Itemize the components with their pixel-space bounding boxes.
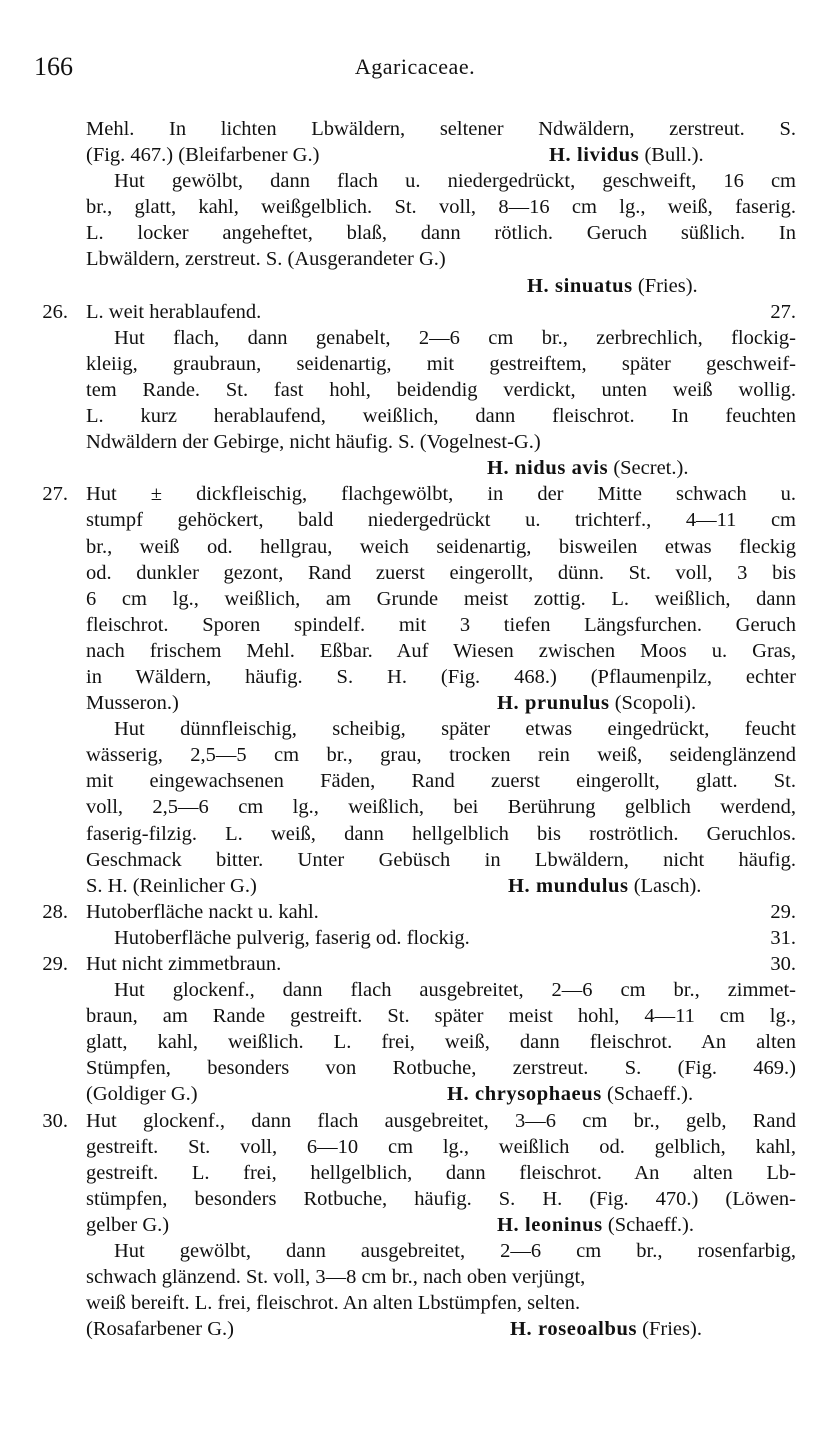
- species-author: (Bull.).: [644, 144, 704, 167]
- text-line: [0, 246, 830, 272]
- species-binomial: [497, 692, 610, 714]
- species-name: [549, 142, 704, 168]
- species-author: (Lasch).: [633, 874, 702, 897]
- genus-abbrev: H.: [497, 1213, 520, 1236]
- text-line: [0, 455, 830, 481]
- line-text: stümpfen, besonders Rotbuche, häufig. S. H. (Fig. 470.) (Löwen-: [86, 1187, 796, 1210]
- species-author: (Schaeff.).: [606, 1083, 694, 1106]
- species-name: [497, 690, 696, 716]
- text-line: [0, 325, 830, 351]
- text-line: [0, 1081, 830, 1107]
- text-line: [0, 1134, 830, 1160]
- text-line: [0, 1290, 830, 1316]
- text-line: [0, 1160, 830, 1186]
- text-line: [0, 377, 830, 403]
- line-text: faserig-filzig. L. weiß, dann hellgelblich bis roströtlich. Geruchlos.: [86, 822, 796, 845]
- line-text: (Fig. 467.) (Bleifarbener G.): [86, 144, 320, 167]
- line-text: L. locker angeheftet, blaß, dann rötlich. Geruch süßlich. In: [86, 222, 796, 245]
- species-name: [447, 1081, 693, 1107]
- species-epithet: sinuatus: [555, 274, 633, 297]
- species-name: [527, 273, 698, 299]
- line-text: L. kurz herablaufend, weißlich, dann fleischrot. In feuchten: [86, 405, 796, 428]
- species-name: [508, 873, 701, 899]
- text-line: [0, 429, 830, 455]
- text-line: [0, 1264, 830, 1290]
- species-author: (Schaeff.).: [607, 1213, 695, 1236]
- page-number: 166: [34, 52, 73, 81]
- species-epithet: leoninus: [525, 1213, 603, 1236]
- line-text: Hutoberfläche nackt u. kahl.: [86, 900, 319, 923]
- text-line: [0, 768, 830, 794]
- genus-abbrev: H.: [447, 1083, 470, 1106]
- species-name: [497, 1212, 694, 1238]
- species-epithet: mundulus: [536, 874, 629, 897]
- text-body: [0, 116, 830, 1342]
- genus-abbrev: H.: [549, 144, 572, 167]
- key-number: 26.: [42, 300, 68, 323]
- line-text: 6 cm lg., weißlich, am Grunde meist zottig. L. weißlich, dann: [86, 587, 796, 610]
- key-reference: 27.: [770, 300, 796, 323]
- line-text: in Wäldern, häufig. S. H. (Fig. 468.) (Pflaumenpilz, echter: [86, 665, 796, 688]
- text-line: [0, 168, 830, 194]
- genus-abbrev: H.: [527, 274, 550, 297]
- line-text: Hut flach, dann genabelt, 2—6 cm br., zerbrechlich, flockig-: [114, 326, 796, 349]
- line-text: gestreift. L. frei, hellgelblich, dann fleischrot. An alten Lb-: [86, 1161, 796, 1184]
- line-text: S. H. (Reinlicher G.): [86, 874, 257, 897]
- text-line: [0, 220, 830, 246]
- line-text: weiß bereift. L. frei, fleischrot. An alten Lbstümpfen, selten.: [86, 1292, 581, 1315]
- species-binomial: [527, 275, 633, 297]
- species-name: [510, 1316, 702, 1342]
- line-text: Stümpfen, besonders von Rotbuche, zerstreut. S. (Fig. 469.): [86, 1057, 796, 1080]
- text-line: [0, 690, 830, 716]
- line-text: mit eingewachsenen Fäden, Rand zuerst eingerollt, glatt. St.: [86, 770, 796, 793]
- species-epithet: chrysophaeus: [475, 1083, 602, 1106]
- species-author: (Fries).: [642, 1318, 702, 1341]
- key-number: 27.: [42, 483, 68, 506]
- line-text: od. dunkler gezont, Rand zuerst eingerollt, dünn. St. voll, 3 bis: [86, 561, 796, 584]
- species-binomial: [497, 1214, 603, 1236]
- line-text: wässerig, 2,5—5 cm br., grau, trocken rein weiß, seidenglänzend: [86, 744, 796, 767]
- text-line: [0, 1029, 830, 1055]
- line-text: Hut nicht zimmetbraun.: [86, 953, 282, 975]
- line-text: Lbwäldern, zerstreut. S. (Ausgerandeter G.): [86, 248, 446, 271]
- species-epithet: nidus avis: [515, 457, 609, 480]
- species-binomial: [549, 144, 639, 166]
- genus-abbrev: H.: [510, 1318, 533, 1341]
- text-line: [0, 638, 830, 664]
- text-line: [0, 586, 830, 612]
- species-binomial: [510, 1318, 637, 1340]
- text-line: [0, 351, 830, 377]
- text-line: [0, 847, 830, 873]
- genus-abbrev: H.: [497, 692, 520, 715]
- text-line: [0, 1186, 830, 1212]
- text-line: [0, 534, 830, 560]
- species-author: (Secret.).: [613, 457, 689, 480]
- line-text: voll, 2,5—6 cm lg., weißlich, bei Berührung gelblich werdend,: [86, 796, 796, 819]
- line-text: br., glatt, kahl, weißgelblich. St. voll, 8—16 cm lg., weiß, faserig.: [86, 196, 796, 219]
- line-text: Hutoberfläche pulverig, faserig od. flockig.: [114, 926, 470, 949]
- running-title: Agaricaceae.: [354, 54, 476, 79]
- key-reference: 31.: [770, 926, 796, 949]
- key-number: 30.: [42, 1109, 68, 1132]
- species-author: (Fries).: [637, 274, 698, 297]
- species-author: (Scopoli).: [614, 692, 697, 715]
- text-line: [0, 925, 830, 951]
- line-text: braun, am Rande gestreift. St. später meist hohl, 4—11 cm lg.,: [86, 1005, 796, 1028]
- text-line: [0, 273, 830, 299]
- line-text: nach frischem Mehl. Eßbar. Auf Wiesen zwischen Moos u. Gras,: [86, 639, 796, 662]
- line-text: kleiig, graubraun, seidenartig, mit gestreiftem, später geschweif-: [86, 352, 796, 375]
- text-line: [0, 951, 830, 977]
- page-header: [34, 52, 796, 82]
- line-text: Mehl. In lichten Lbwäldern, seltener Ndwäldern, zerstreut. S.: [86, 118, 796, 140]
- text-line: [0, 821, 830, 847]
- genus-abbrev: H.: [508, 874, 531, 897]
- text-line: [0, 742, 830, 768]
- line-text: br., weiß od. hellgrau, weich seidenartig, bisweilen etwas fleckig: [86, 535, 796, 558]
- line-text: gestreift. St. voll, 6—10 cm lg., weißlich od. gelblich, kahl,: [86, 1135, 796, 1158]
- line-text: tem Rande. St. fast hohl, beidendig verdickt, unten weiß wollig.: [86, 378, 796, 401]
- text-line: [0, 977, 830, 1003]
- line-text: Hut gewölbt, dann ausgebreitet, 2—6 cm br., rosenfarbig,: [114, 1240, 796, 1263]
- line-text: schwach glänzend. St. voll, 3—8 cm br., nach oben verjüngt,: [86, 1266, 586, 1289]
- text-line: [0, 1108, 830, 1134]
- key-reference: 30.: [770, 953, 796, 975]
- line-text: Musseron.): [86, 692, 179, 715]
- line-text: fleischrot. Sporen spindelf. mit 3 tiefen Längsfurchen. Geruch: [86, 613, 796, 636]
- text-line: [0, 612, 830, 638]
- text-line: [0, 299, 830, 325]
- line-text: gelber G.): [86, 1213, 170, 1236]
- text-line: [0, 899, 830, 925]
- text-line: [0, 1003, 830, 1029]
- genus-abbrev: H.: [487, 457, 510, 480]
- text-line: [0, 560, 830, 586]
- line-text: (Goldiger G.): [86, 1083, 198, 1106]
- key-number: 29.: [42, 953, 68, 975]
- text-line: [0, 194, 830, 220]
- text-line: [0, 1316, 830, 1342]
- line-text: Ndwäldern der Gebirge, nicht häufig. S. (Vogelnest-G.): [86, 431, 541, 454]
- species-epithet: roseoalbus: [538, 1318, 638, 1341]
- text-line: [0, 507, 830, 533]
- line-text: Hut ± dickfleischig, flachgewölbt, in der Mitte schwach u.: [86, 483, 796, 506]
- line-text: Hut gewölbt, dann flach u. niedergedrückt, geschweift, 16 cm: [114, 170, 796, 193]
- species-name: [487, 455, 688, 481]
- species-binomial: [487, 457, 608, 479]
- text-line: [0, 873, 830, 899]
- text-line: [0, 716, 830, 742]
- species-binomial: [508, 875, 629, 897]
- species-epithet: lividus: [577, 144, 640, 167]
- text-line: [0, 142, 830, 168]
- text-line: [0, 1212, 830, 1238]
- text-line: [0, 794, 830, 820]
- species-binomial: [447, 1083, 602, 1105]
- line-text: stumpf gehöckert, bald niedergedrückt u. trichterf., 4—11 cm: [86, 509, 796, 532]
- line-text: Hut dünnfleischig, scheibig, später etwas eingedrückt, feucht: [114, 718, 796, 741]
- key-reference: 29.: [770, 900, 796, 923]
- line-text: glatt, kahl, weißlich. L. frei, weiß, dann fleischrot. An alten: [86, 1031, 796, 1054]
- text-line: [0, 1238, 830, 1264]
- line-text: Geschmack bitter. Unter Gebüsch in Lbwäldern, nicht häufig.: [86, 848, 796, 871]
- text-line: [0, 403, 830, 429]
- text-line: [0, 116, 830, 142]
- species-epithet: prunulus: [525, 692, 610, 715]
- text-line: [0, 664, 830, 690]
- line-text: L. weit herablaufend.: [86, 300, 262, 323]
- key-number: 28.: [42, 900, 68, 923]
- line-text: Hut glockenf., dann flach ausgebreitet, 3—6 cm br., gelb, Rand: [86, 1109, 796, 1132]
- text-line: [0, 481, 830, 507]
- line-text: Hut glockenf., dann flach ausgebreitet, 2—6 cm br., zimmet-: [114, 979, 796, 1002]
- line-text: (Rosafarbener G.): [86, 1318, 234, 1341]
- text-line: [0, 1055, 830, 1081]
